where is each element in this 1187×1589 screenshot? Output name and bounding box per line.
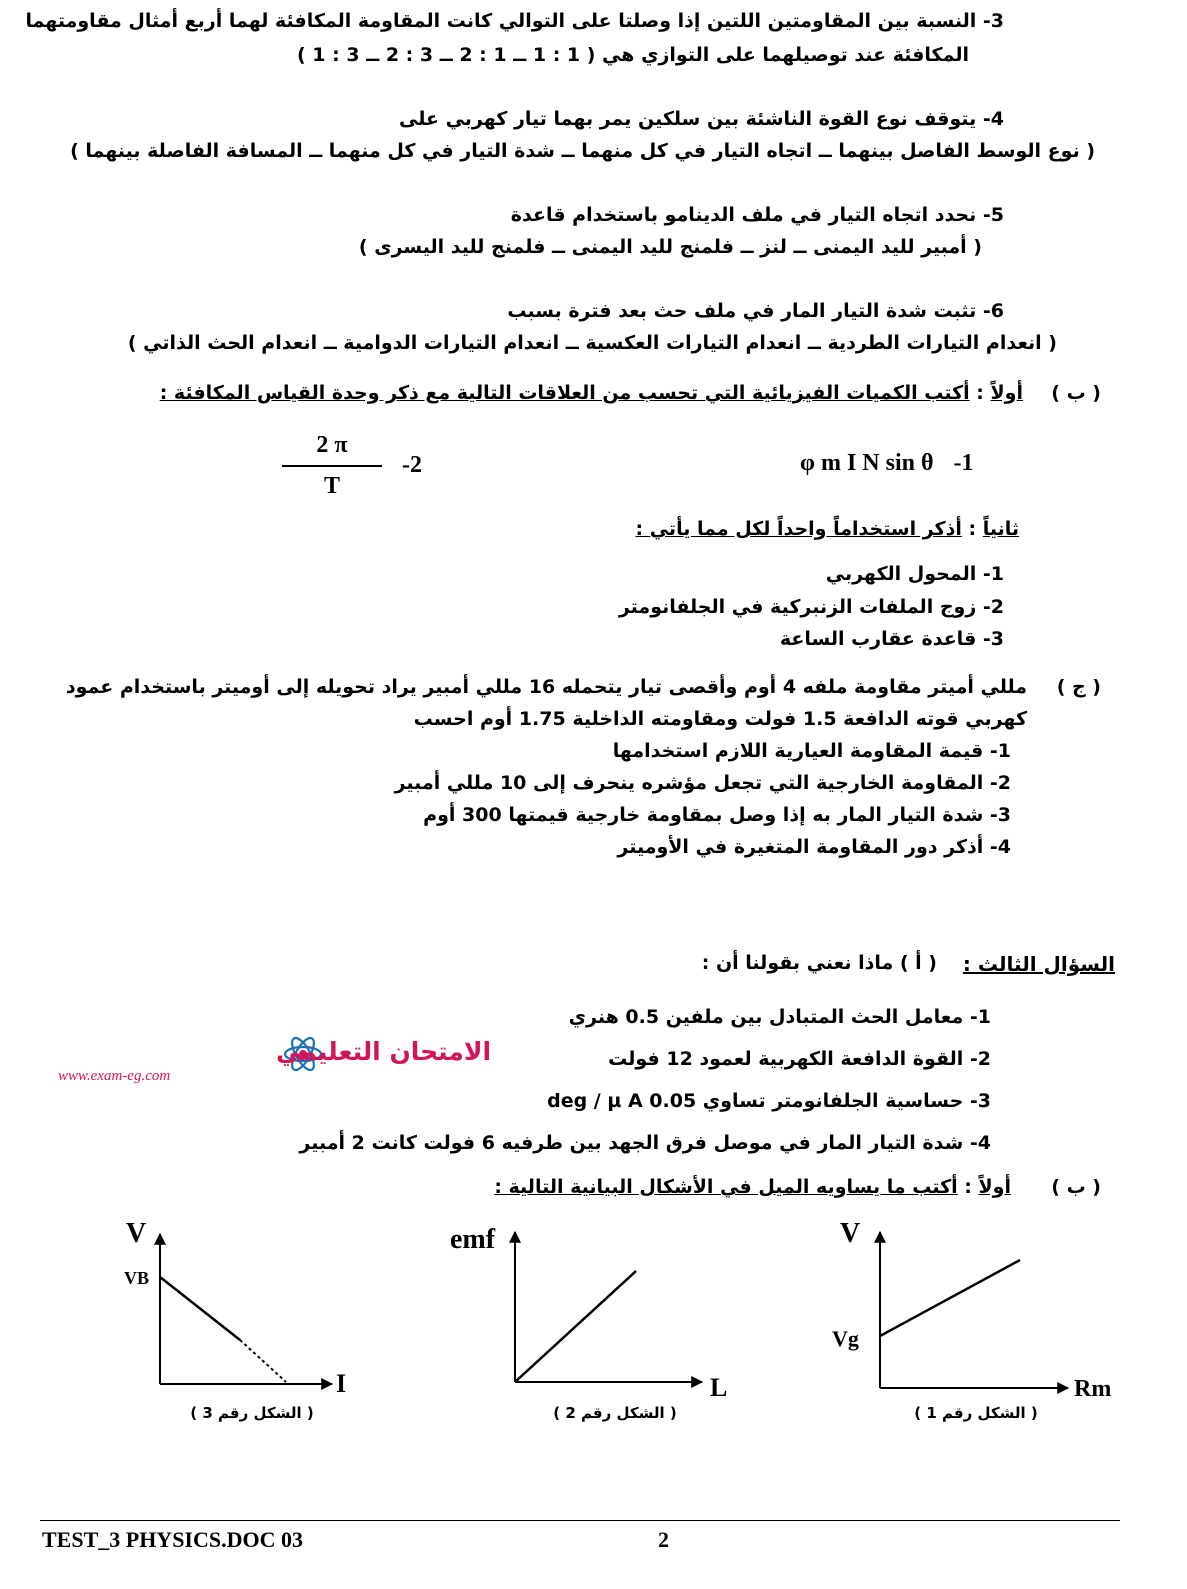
q3-item-3: 3- حساسية الجلفانومتر تساوي 0.05 deg / µ A xyxy=(547,1090,991,1112)
fraction-bar xyxy=(282,465,382,467)
part-b-label: ( ب ) xyxy=(1051,382,1101,404)
graph-1-xlabel: Rm xyxy=(1074,1376,1112,1402)
q3-part-b-label: ( ب ) xyxy=(1051,1176,1101,1198)
second-label: ثانياً xyxy=(982,518,1019,540)
graph-1 xyxy=(832,1218,1111,1422)
question-3-title-text: السؤال الثالث : xyxy=(962,952,1115,976)
second-instruction: أذكر استخداماً واحداً لكل مما يأتي : xyxy=(635,518,962,540)
part-b-second-heading: ثانياً : أذكر استخداماً واحداً لكل مما يأتي : xyxy=(635,518,1019,540)
page-number: 2 xyxy=(658,1527,669,1552)
part-b-first-heading: أولاً : أكتب الكميات الفيزيائية التي تحسب من العلاقات التالية مع ذكر وحدة القياس المكافئة : xyxy=(159,382,1023,404)
q3-item-2: 2- القوة الدافعة الكهربية لعمود 12 فولت xyxy=(608,1048,991,1070)
graph-1-line xyxy=(880,1260,1020,1336)
part-c-item-2: 2- المقاومة الخارجية التي تجعل مؤشره ينحرف إلى 10 مللي أمبير xyxy=(394,772,1011,794)
graph-2-xlabel: L xyxy=(710,1373,728,1402)
question-3-title xyxy=(963,952,1115,976)
graphs-area xyxy=(0,1200,1187,1450)
graph-3-caption: ( الشكل رقم 3 ) xyxy=(190,1404,314,1422)
q3-first-label: أولاً xyxy=(978,1176,1011,1198)
equation-2-denominator: T xyxy=(323,473,340,499)
q-item-4-line2: ( نوع الوسط الفاصل بينهما ــ اتجاه التيار في كل منهما ــ شدة التيار في كل منهما ــ المسافة الفاصلة بينهما ) xyxy=(70,140,1095,162)
graph-3-ylabel: V xyxy=(126,1218,147,1249)
part-c-item-4: 4- أذكر دور المقاومة المتغيرة في الأوميتر xyxy=(617,836,1011,858)
part-c-item-3: 3- شدة التيار المار به إذا وصل بمقاومة خارجية قيمتها 300 أوم xyxy=(423,804,1011,826)
part-c-line1: مللي أميتر مقاومة ملفه 4 أوم وأقصى تيار يتحمله 16 مللي أمبير يراد تحويله إلى أوميتر باستخدام عمود xyxy=(65,676,1027,698)
logo-graphic xyxy=(38,1030,492,1090)
footer-doc-name: TEST_3 PHYSICS.DOC 03 xyxy=(42,1527,304,1552)
equation-2 xyxy=(282,432,382,500)
graph-2-line xyxy=(515,1271,636,1382)
q-item-5-line2: ( أمبير لليد اليمنى ــ لنز ــ فلمنج لليد اليمنى ــ فلمنج لليد اليسرى ) xyxy=(358,236,982,258)
part-c-item-1: 1- قيمة المقاومة العيارية اللازم استخدامها xyxy=(612,740,1011,762)
graph-2-caption: ( الشكل رقم 2 ) xyxy=(553,1404,677,1422)
graph-3-line xyxy=(160,1277,240,1340)
graph-3 xyxy=(124,1218,346,1422)
footer-rule xyxy=(40,1520,1120,1521)
q-item-3-line1: 3- النسبة بين المقاومتين اللتين إذا وصلتا على التوالي كانت المقاومة المكافئة لهما أربع أمثال مقاومتهما xyxy=(25,10,1004,32)
q3-item-4: 4- شدة التيار المار في موصل فرق الجهد بين طرفيه 6 فولت كانت 2 أمبير xyxy=(299,1132,991,1154)
use-item-2: 2- زوج الملفات الزنبركية في الجلفانومتر xyxy=(618,596,1004,618)
logo-url: www.exam-eg.com xyxy=(58,1068,171,1084)
graph-1-intercept: Vg xyxy=(832,1326,859,1351)
part-c-line2: كهربي قوته الدافعة 1.5 فولت ومقاومته الداخلية 1.75 أوم احسب xyxy=(413,708,1027,730)
q3-item-1: 1- معامل الحث المتبادل بين ملفين 0.5 هنري xyxy=(568,1006,991,1028)
equation-1-number: -1 xyxy=(953,450,974,476)
graph-3-xlabel: I xyxy=(336,1369,347,1398)
use-item-1: 1- المحول الكهربي xyxy=(825,563,1004,585)
equation-2-number: -2 xyxy=(402,452,422,478)
graph-1-caption: ( الشكل رقم 1 ) xyxy=(914,1404,1038,1422)
graph-1-ylabel: V xyxy=(840,1218,861,1249)
q-item-5-line1: 5- نحدد اتجاه التيار في ملف الدينامو باستخدام قاعدة xyxy=(510,204,1004,226)
q-item-6-line2: ( انعدام التيارات الطردية ــ انعدام التيارات العكسية ــ انعدام التيارات الدوامية ــ انعدام الحث الذاتي ) xyxy=(127,332,1057,354)
first-instruction: أكتب الكميات الفيزيائية التي تحسب من العلاقات التالية مع ذكر وحدة القياس المكافئة : xyxy=(159,382,970,404)
q3-part-b-heading: أولاً : أكتب ما يساويه الميل في الأشكال البيانية التالية : xyxy=(494,1176,1011,1198)
equation-2-numerator: 2 π xyxy=(316,432,348,458)
exam-logo xyxy=(38,1030,492,1090)
first-label: أولاً xyxy=(990,382,1023,404)
q-item-3-line2: المكافئة عند توصيلهما على التوازي هي ( 1 : 1 ــ 1 : 2 ــ 3 : 2 ــ 3 : 1 ) xyxy=(296,44,969,66)
graph-2 xyxy=(450,1224,727,1422)
question-3-part-a: ( أ ) ماذا نعني بقولنا أن : xyxy=(701,952,937,974)
q3-first-instruction: أكتب ما يساويه الميل في الأشكال البيانية التالية : xyxy=(494,1176,958,1198)
equation-1 xyxy=(800,450,974,477)
q-item-6-line1: 6- تثبت شدة التيار المار في ملف حث بعد فترة بسبب xyxy=(507,300,1004,322)
use-item-3: 3- قاعدة عقارب الساعة xyxy=(779,628,1004,650)
q-item-4-line1: 4- يتوقف نوع القوة الناشئة بين سلكين يمر بهما تيار كهربي على xyxy=(399,108,1004,130)
graph-3-extrapolation xyxy=(240,1340,286,1382)
logo-text: الامتحان التعليمي xyxy=(276,1037,492,1066)
part-c-label: ( ج ) xyxy=(1056,676,1101,698)
graph-3-intercept: VB xyxy=(124,1268,150,1288)
equation-1-expr: φ m I N sin θ xyxy=(800,450,934,476)
graph-2-ylabel: emf xyxy=(450,1224,496,1255)
